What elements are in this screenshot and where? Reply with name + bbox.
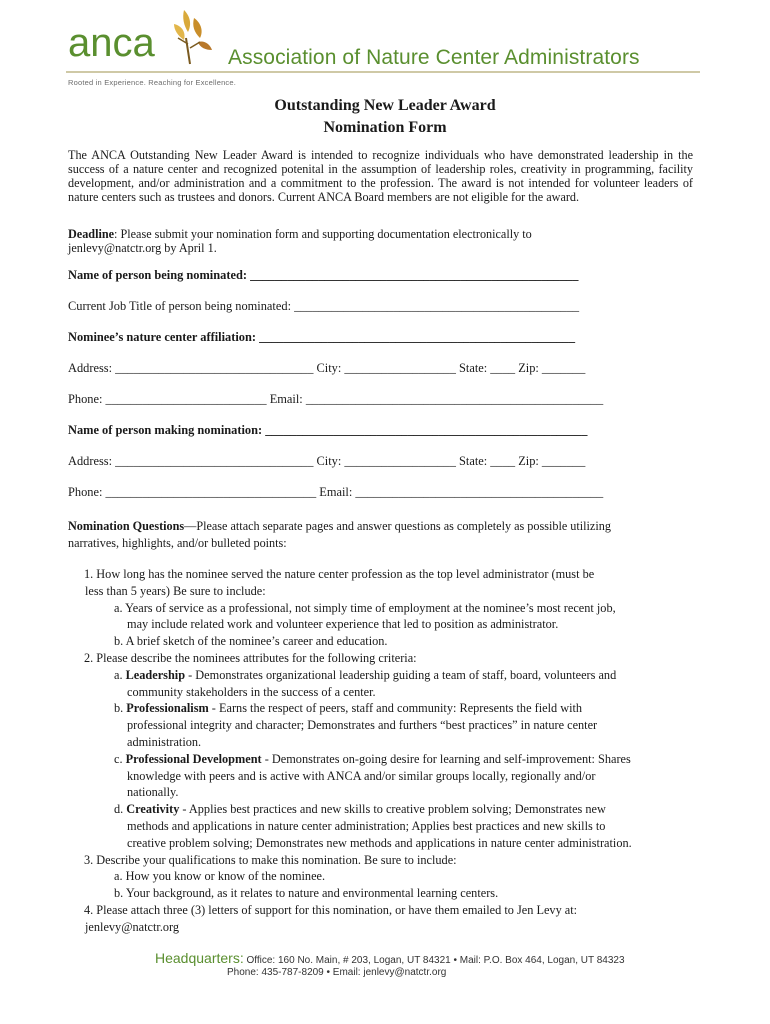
anca-logo bbox=[66, 8, 226, 70]
nomination-questions-intro bbox=[68, 518, 693, 551]
footer-address bbox=[155, 950, 625, 966]
question-2a-cont: community stakeholders in the success of a center. bbox=[127, 684, 376, 699]
org-name: Association of Nature Center Administrators bbox=[228, 46, 640, 69]
question-1-cont: less than 5 years) Be sure to include: bbox=[85, 583, 266, 598]
intro-paragraph: The ANCA Outstanding New Leader Award is intended to recognize individuals who have demonstrated leadership in the success of a nature center and recognized potenital in the assumption of leadership roles, creativity in programming, facility development, and/or administration and a commitment to the profession. The award is not intended for volunteer leaders of nature centers such as trustees and donors. Current ANCA Board members are not eligible for the award. bbox=[68, 148, 693, 204]
question-2b-cont-1: professional integrity and character; Demonstrates and furthers “best practices” in nature center bbox=[127, 718, 598, 733]
nominator-address-field[interactable]: Address: ________________________________ City: __________________ State: ____ Zip: _______ bbox=[68, 454, 586, 468]
tagline: Rooted in Experience. Reaching for Excellence. bbox=[68, 78, 237, 87]
question-2d: d. Creativity - Applies best practices and new skills to creative problem solving; Demonstrates new bbox=[114, 802, 606, 817]
question-2d-cont-1: methods and applications in nature center administration; Applies best practices and new skills to bbox=[127, 818, 606, 833]
job-title-field[interactable]: Current Job Title of person being nominated: ______________________________________________ bbox=[68, 299, 580, 313]
question-2c-cont-1: knowledge with peers and is active with ANCA and/or similar groups locally, regionally and/or bbox=[127, 768, 596, 783]
question-3: 3. Describe your qualifications to make this nomination. Be sure to include: bbox=[84, 852, 457, 867]
affiliation-field[interactable]: Nominee’s nature center affiliation: ___________________________________________________ bbox=[68, 330, 576, 344]
nominee-phone-email-field[interactable]: Phone: __________________________ Email: ________________________________________________ bbox=[68, 392, 604, 406]
nominee-name-field[interactable]: Name of person being nominated: _____________________________________________________ bbox=[68, 268, 579, 282]
footer-address-text: Office: 160 No. Main, # 203, Logan, UT 84321 • Mail: P.O. Box 464, Logan, UT 84323 bbox=[243, 955, 625, 966]
nomination-questions-text: —Please attach separate pages and answer questions as completely as possible utilizing bbox=[184, 519, 611, 533]
question-2a: a. Leadership - Demonstrates organizational leadership guiding a team of staff, board, volunteers and bbox=[114, 667, 617, 682]
form-title bbox=[0, 95, 770, 139]
footer-contact: Phone: 435-787-8209 • Email: jenlevy@natctr.org bbox=[227, 967, 447, 978]
question-4-cont[interactable]: jenlevy@natctr.org bbox=[85, 919, 180, 934]
question-3b: b. Your background, as it relates to nature and environmental learning centers. bbox=[114, 886, 499, 901]
header-divider bbox=[66, 71, 700, 73]
page-header bbox=[0, 0, 770, 95]
title-line-1: Outstanding New Leader Award bbox=[274, 97, 496, 114]
question-2b: b. Professionalism - Earns the respect of peers, staff and community: Represents the field with bbox=[114, 701, 583, 716]
nomination-questions-label: Nomination Questions bbox=[68, 519, 185, 533]
question-2b-cont-2: administration. bbox=[127, 734, 202, 749]
question-2d-cont-2: creative problem solving; Demonstrates new methods and applications in nature center administration. bbox=[127, 835, 632, 850]
question-4: 4. Please attach three (3) letters of support for this nomination, or have them emailed to Jen Levy at: bbox=[84, 902, 578, 917]
questions-list bbox=[68, 566, 708, 936]
nominator-phone-email-field[interactable]: Phone: __________________________________ Email: ________________________________________ bbox=[68, 485, 604, 499]
question-2c-cont-2: nationally. bbox=[127, 785, 179, 800]
leaf-icon bbox=[174, 10, 212, 64]
question-2: 2. Please describe the nominees attributes for the following criteria: bbox=[84, 650, 417, 665]
logo-wordmark: anca bbox=[68, 21, 155, 65]
deadline-label: Deadline bbox=[68, 227, 115, 241]
nomination-questions-text-2: narratives, highlights, and/or bulleted points: bbox=[68, 535, 287, 550]
question-1b: b. A brief sketch of the nominee’s career and education. bbox=[114, 634, 388, 649]
deadline-text-2: jenlevy@natctr.org by April 1. bbox=[68, 241, 217, 255]
question-3a: a. How you know or know of the nominee. bbox=[114, 869, 326, 884]
footer-hq-label: Headquarters: bbox=[155, 950, 244, 966]
nominator-name-field[interactable]: Name of person making nomination: ____________________________________________________ bbox=[68, 423, 588, 437]
title-line-2: Nomination Form bbox=[323, 119, 447, 136]
deadline-paragraph bbox=[68, 227, 693, 255]
question-1a: a. Years of service as a professional, not simply time of employment at the nominee’s most recent job, bbox=[114, 600, 616, 615]
deadline-text: : Please submit your nomination form and supporting documentation electronically to bbox=[114, 227, 532, 241]
question-2c: c. Professional Development - Demonstrates on-going desire for learning and self-improvement: Shares bbox=[114, 751, 631, 766]
question-1a-cont: may include related work and volunteer experience that led to position as administrator. bbox=[127, 617, 559, 632]
nominee-address-field[interactable]: Address: ________________________________ City: __________________ State: ____ Zip: _______ bbox=[68, 361, 586, 375]
question-1: 1. How long has the nominee served the nature center profession as the top level administrator (must be bbox=[84, 567, 595, 581]
